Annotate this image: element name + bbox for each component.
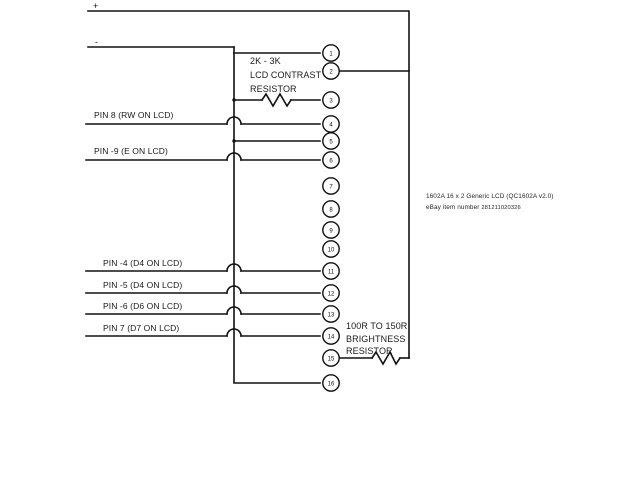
pin-circle-6 — [323, 152, 339, 168]
caption-ebay-number: 281211020326 — [481, 205, 521, 211]
pin-number-label: 12 — [327, 291, 335, 298]
contrast-resistor-note-line2: LCD CONTRAST — [250, 70, 322, 80]
pin-circle-15 — [323, 350, 339, 366]
pin-circle-16 — [323, 375, 339, 391]
contrast-resistor-zigzag — [262, 94, 291, 106]
caption-ebay-prefix: eBay item number — [426, 204, 482, 211]
pin-circle-10 — [323, 241, 339, 257]
pin-number-label: 11 — [327, 269, 335, 276]
junction-contrast — [232, 98, 235, 101]
pin-number-label: 15 — [327, 356, 335, 363]
pin-number-label: 3 — [329, 98, 333, 105]
pin-number-label: 13 — [327, 312, 335, 319]
pin-number-label: 5 — [329, 139, 333, 146]
pin-circle-4 — [323, 116, 339, 132]
wire-ground-trunk — [234, 47, 320, 383]
contrast-resistor-note-line1: 2K - 3K — [250, 56, 281, 66]
pin-circle-3 — [323, 92, 339, 108]
brightness-resistor-note-line3: RESISTOR — [346, 346, 393, 356]
negative-rail-marker: - — [95, 37, 98, 47]
junction-pin-5 — [232, 139, 235, 142]
pin-number-label: 9 — [329, 228, 333, 235]
pin-number-label: 10 — [327, 247, 335, 254]
brightness-resistor-note-line2: BRIGHTNESS — [346, 334, 406, 344]
pin-circle-7 — [323, 178, 339, 194]
signal-label-pin-6-d6: PIN -6 (D6 ON LCD) — [103, 301, 183, 311]
signal-label-pin-9-e: PIN -9 (E ON LCD) — [94, 146, 168, 156]
positive-rail-marker: + — [93, 1, 99, 11]
brightness-resistor-note-line1: 100R TO 150R — [346, 321, 408, 331]
pin-circle-13 — [323, 306, 339, 322]
signal-label-pin-5-d4: PIN -5 (D4 ON LCD) — [103, 280, 183, 290]
pin-circle-1 — [323, 45, 339, 61]
pin-circle-11 — [323, 263, 339, 279]
pin-number-label: 7 — [329, 184, 333, 191]
caption-part-name: 1602A 16 x 2 Generic LCD (QC1602A v2.0) — [426, 193, 554, 200]
pin-number-label: 1 — [329, 51, 333, 58]
pin-circle-2 — [323, 63, 339, 79]
signal-label-pin-7-d7: PIN 7 (D7 ON LCD) — [103, 323, 180, 333]
pin-circle-5 — [323, 133, 339, 149]
pin-circle-9 — [323, 222, 339, 238]
signal-label-pin-4-d4: PIN -4 (D4 ON LCD) — [103, 258, 183, 268]
pin-number-label: 16 — [327, 381, 335, 388]
caption-ebay-item — [426, 204, 521, 213]
signal-label-pin-8-rw: PIN 8 (RW ON LCD) — [94, 110, 174, 120]
contrast-resistor-note-line3: RESISTOR — [250, 84, 297, 94]
pin-circle-14 — [323, 328, 339, 344]
pin-number-label: 6 — [329, 158, 333, 165]
pin-circle-12 — [323, 285, 339, 301]
pin-number-label: 14 — [327, 334, 335, 341]
pin-number-label: 4 — [329, 122, 333, 129]
pin-circle-8 — [323, 201, 339, 217]
pin-number-label: 8 — [329, 207, 333, 214]
pin-number-label: 2 — [329, 69, 333, 76]
lcd-pin-header — [323, 45, 339, 391]
